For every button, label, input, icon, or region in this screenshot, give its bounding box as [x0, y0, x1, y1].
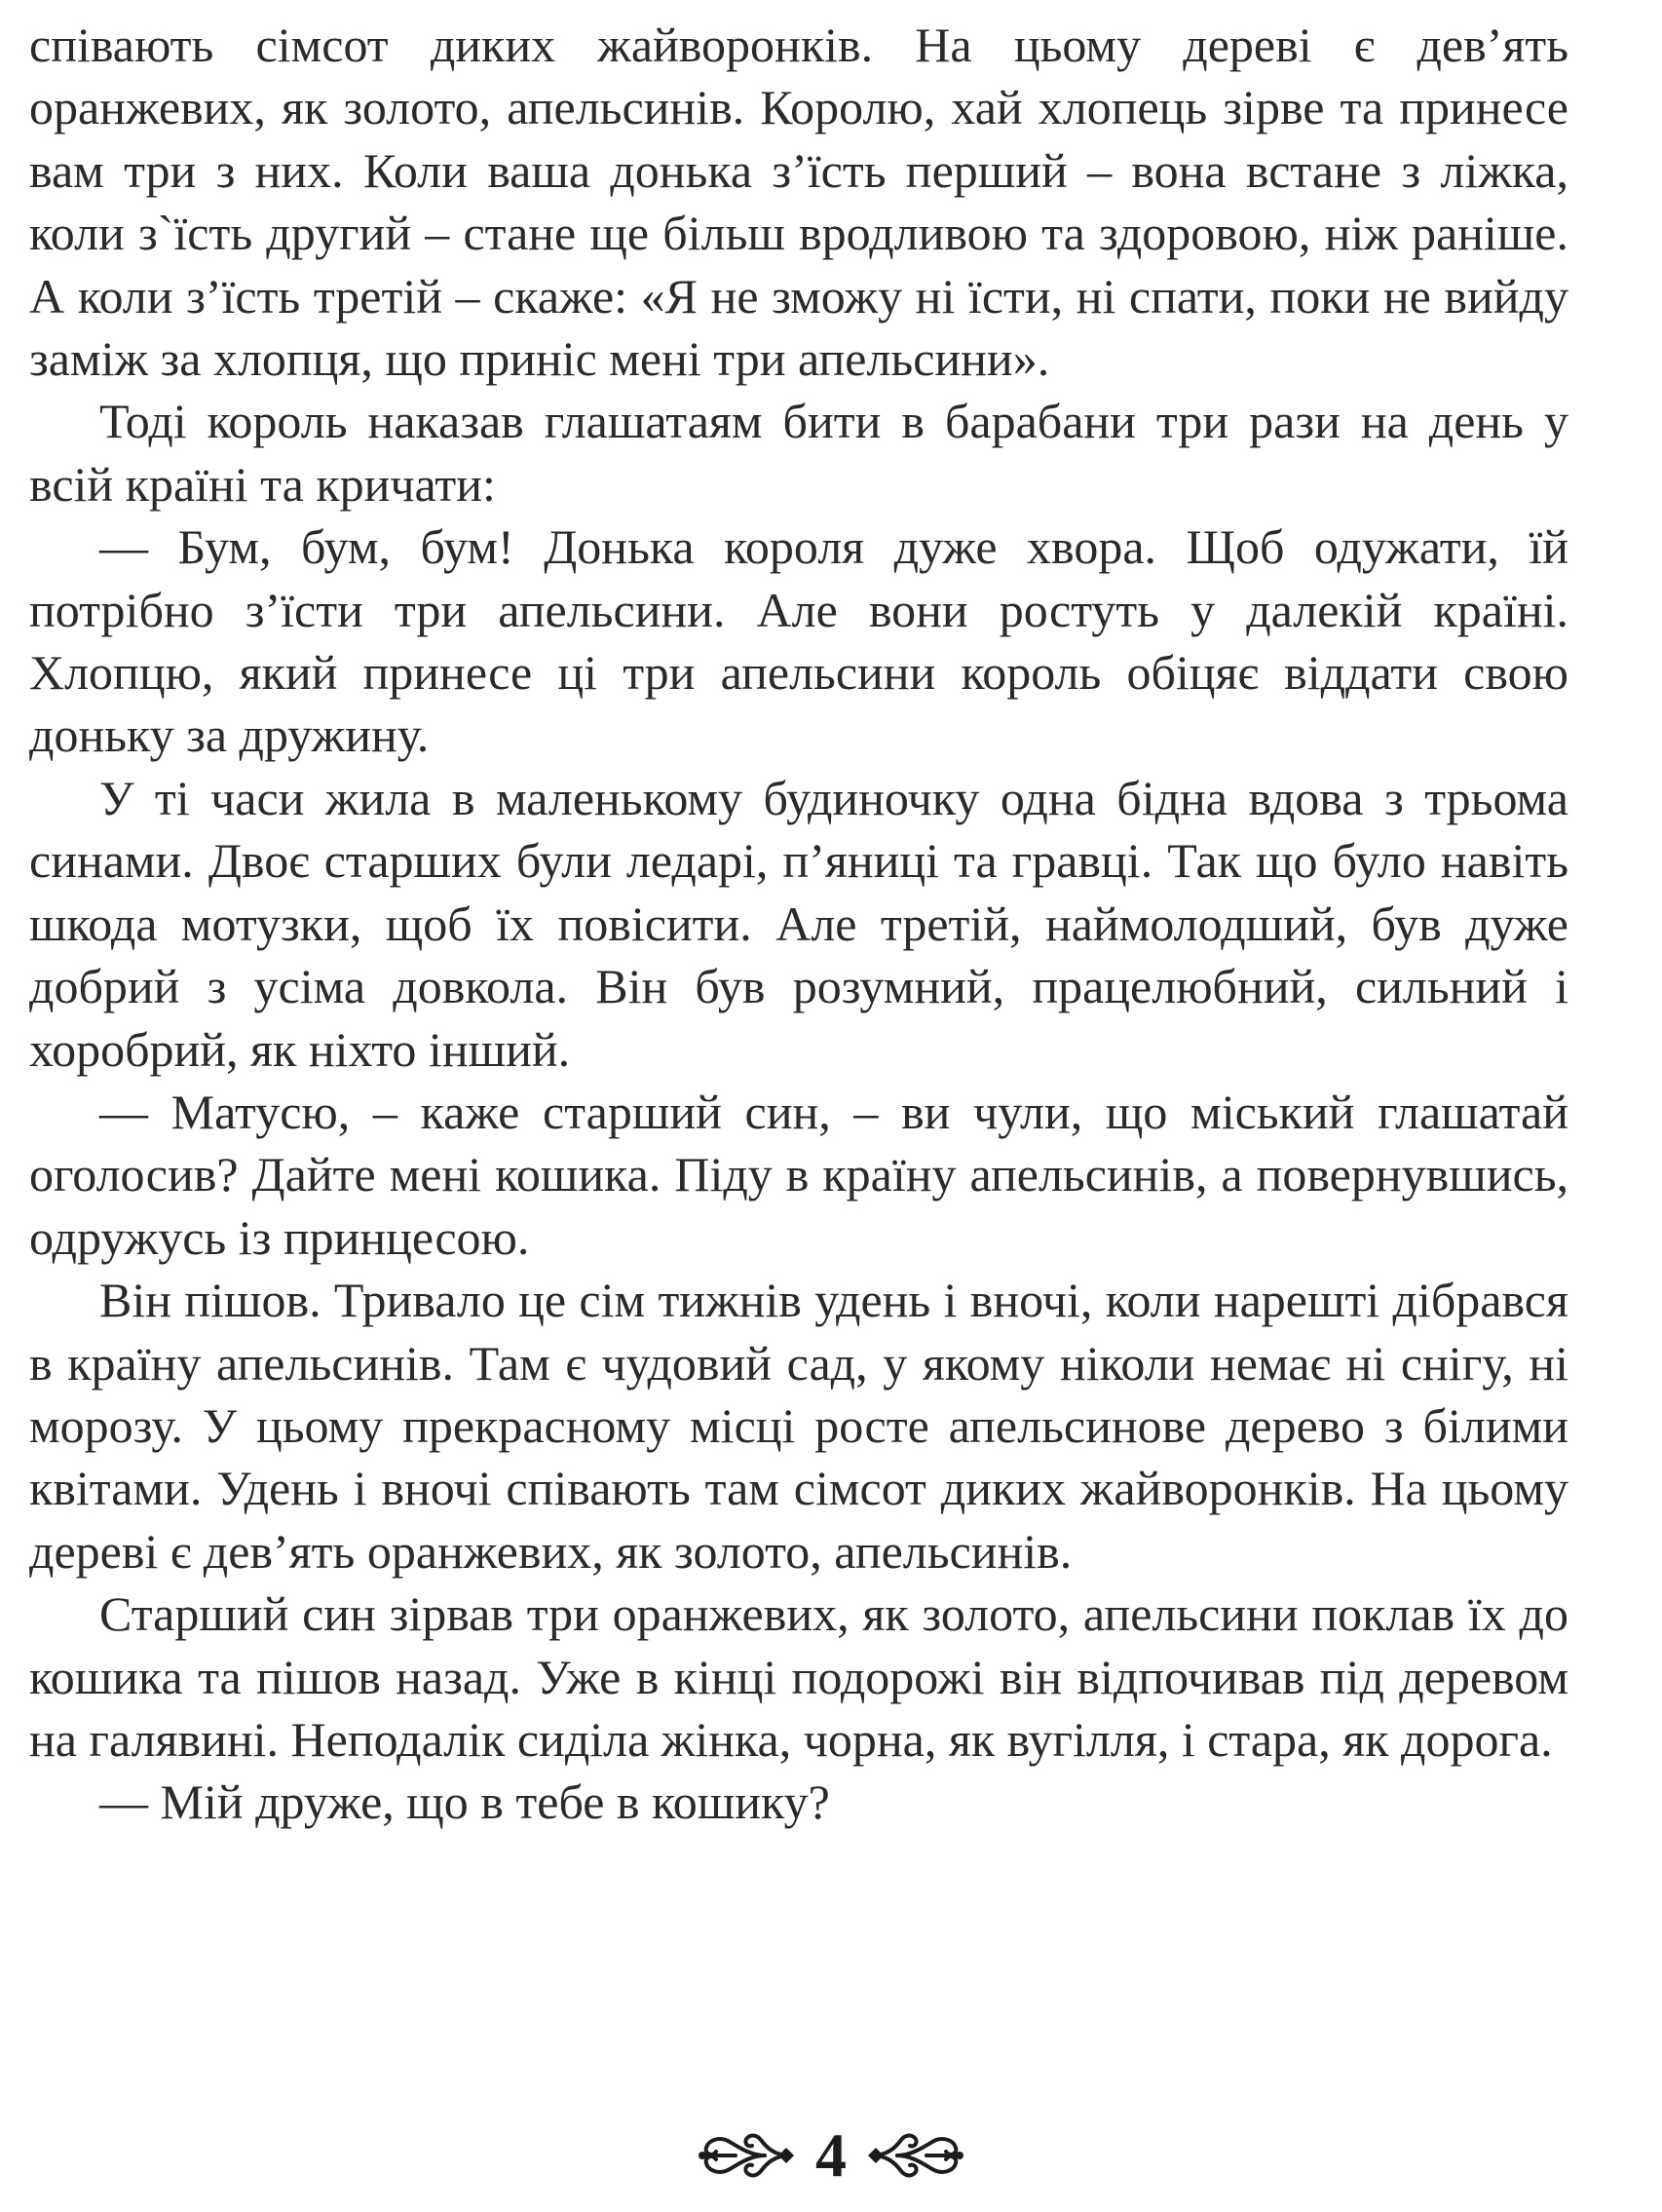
paragraph-2: Тоді король наказав глашатаям бити в барабани три рази на день у всій країні та кричати: [29, 394, 1568, 512]
paragraph-7: Старший син зірвав три оранжевих, як золото, апельсини поклав їх до кошика та пішов назад. Уже в кінці подорожі він відпочивав під деревом на галявині. Неподалік сиділа жінка, чорна, як вугілля, і стара, як дорога. [29, 1586, 1568, 1767]
fleur-right-ornament-icon [868, 2126, 965, 2185]
page-number: 4 [815, 2120, 847, 2190]
fleur-left-ornament-icon [697, 2126, 794, 2185]
paragraph-4: У ті часи жила в маленькому будиночку одна бідна вдова з трьома синами. Двоє старших були ледарі, п’яниці та гравці. Так що було навіть шкода мотузки, щоб їх повісити. Але третій, наймолодший, був дуже добрий з усіма довкола. Він був розумний, працелюбний, сильний і хоробрий, як ніхто інший. [29, 770, 1568, 1077]
paragraph-8: — Мій друже, що в тебе в кошику? [99, 1774, 830, 1830]
paragraph-6: Він пішов. Тривало це сім тижнів удень і вночі, коли нарешті дібрався в країну апельсинів. Там є чудовий сад, у якому ніколи немає ні снігу, ні морозу. У цьому прекрасному місці росте апельсинове дерево з білими квітами. Удень і вночі співають там сімсот диких жайворонків. На цьому дереві є дев’ять оранжевих, як золото, апельсинів. [29, 1273, 1568, 1579]
page-footer [0, 2117, 1662, 2194]
paragraph-3: — Бум, бум, бум! Донька короля дуже хвора. Щоб одужати, їй потрібно з’їсти три апельсини. Але вони ростуть у далекій країні. Хлопцю, який принесе ці три апельсини король обіцяє віддати свою доньку за дружину. [29, 519, 1568, 763]
paragraph-1: співають сімсот диких жайворонків. На цьому дереві є дев’ять оранжевих, як золото, апельсинів. Королю, хай хлопець зірве та принесе вам три з них. Коли ваша донька з’їсть перший – вона встане з ліжка, коли з`їсть другий – стане ще більш вродливою та здоровою, ніж раніше. А коли з’їсть третій – скаже: «Я не зможу ні їсти, ні спати, поки не вийду заміж за хлопця, що приніс мені три апельсини». [29, 18, 1568, 387]
page-body-text [29, 14, 1568, 1834]
paragraph-5: — Матусю, – каже старший син, – ви чули, що міський глашатай оголосив? Дайте мені кошика. Піду в країну апельсинів, а повернувшись, одружусь із принцесою. [29, 1084, 1568, 1265]
